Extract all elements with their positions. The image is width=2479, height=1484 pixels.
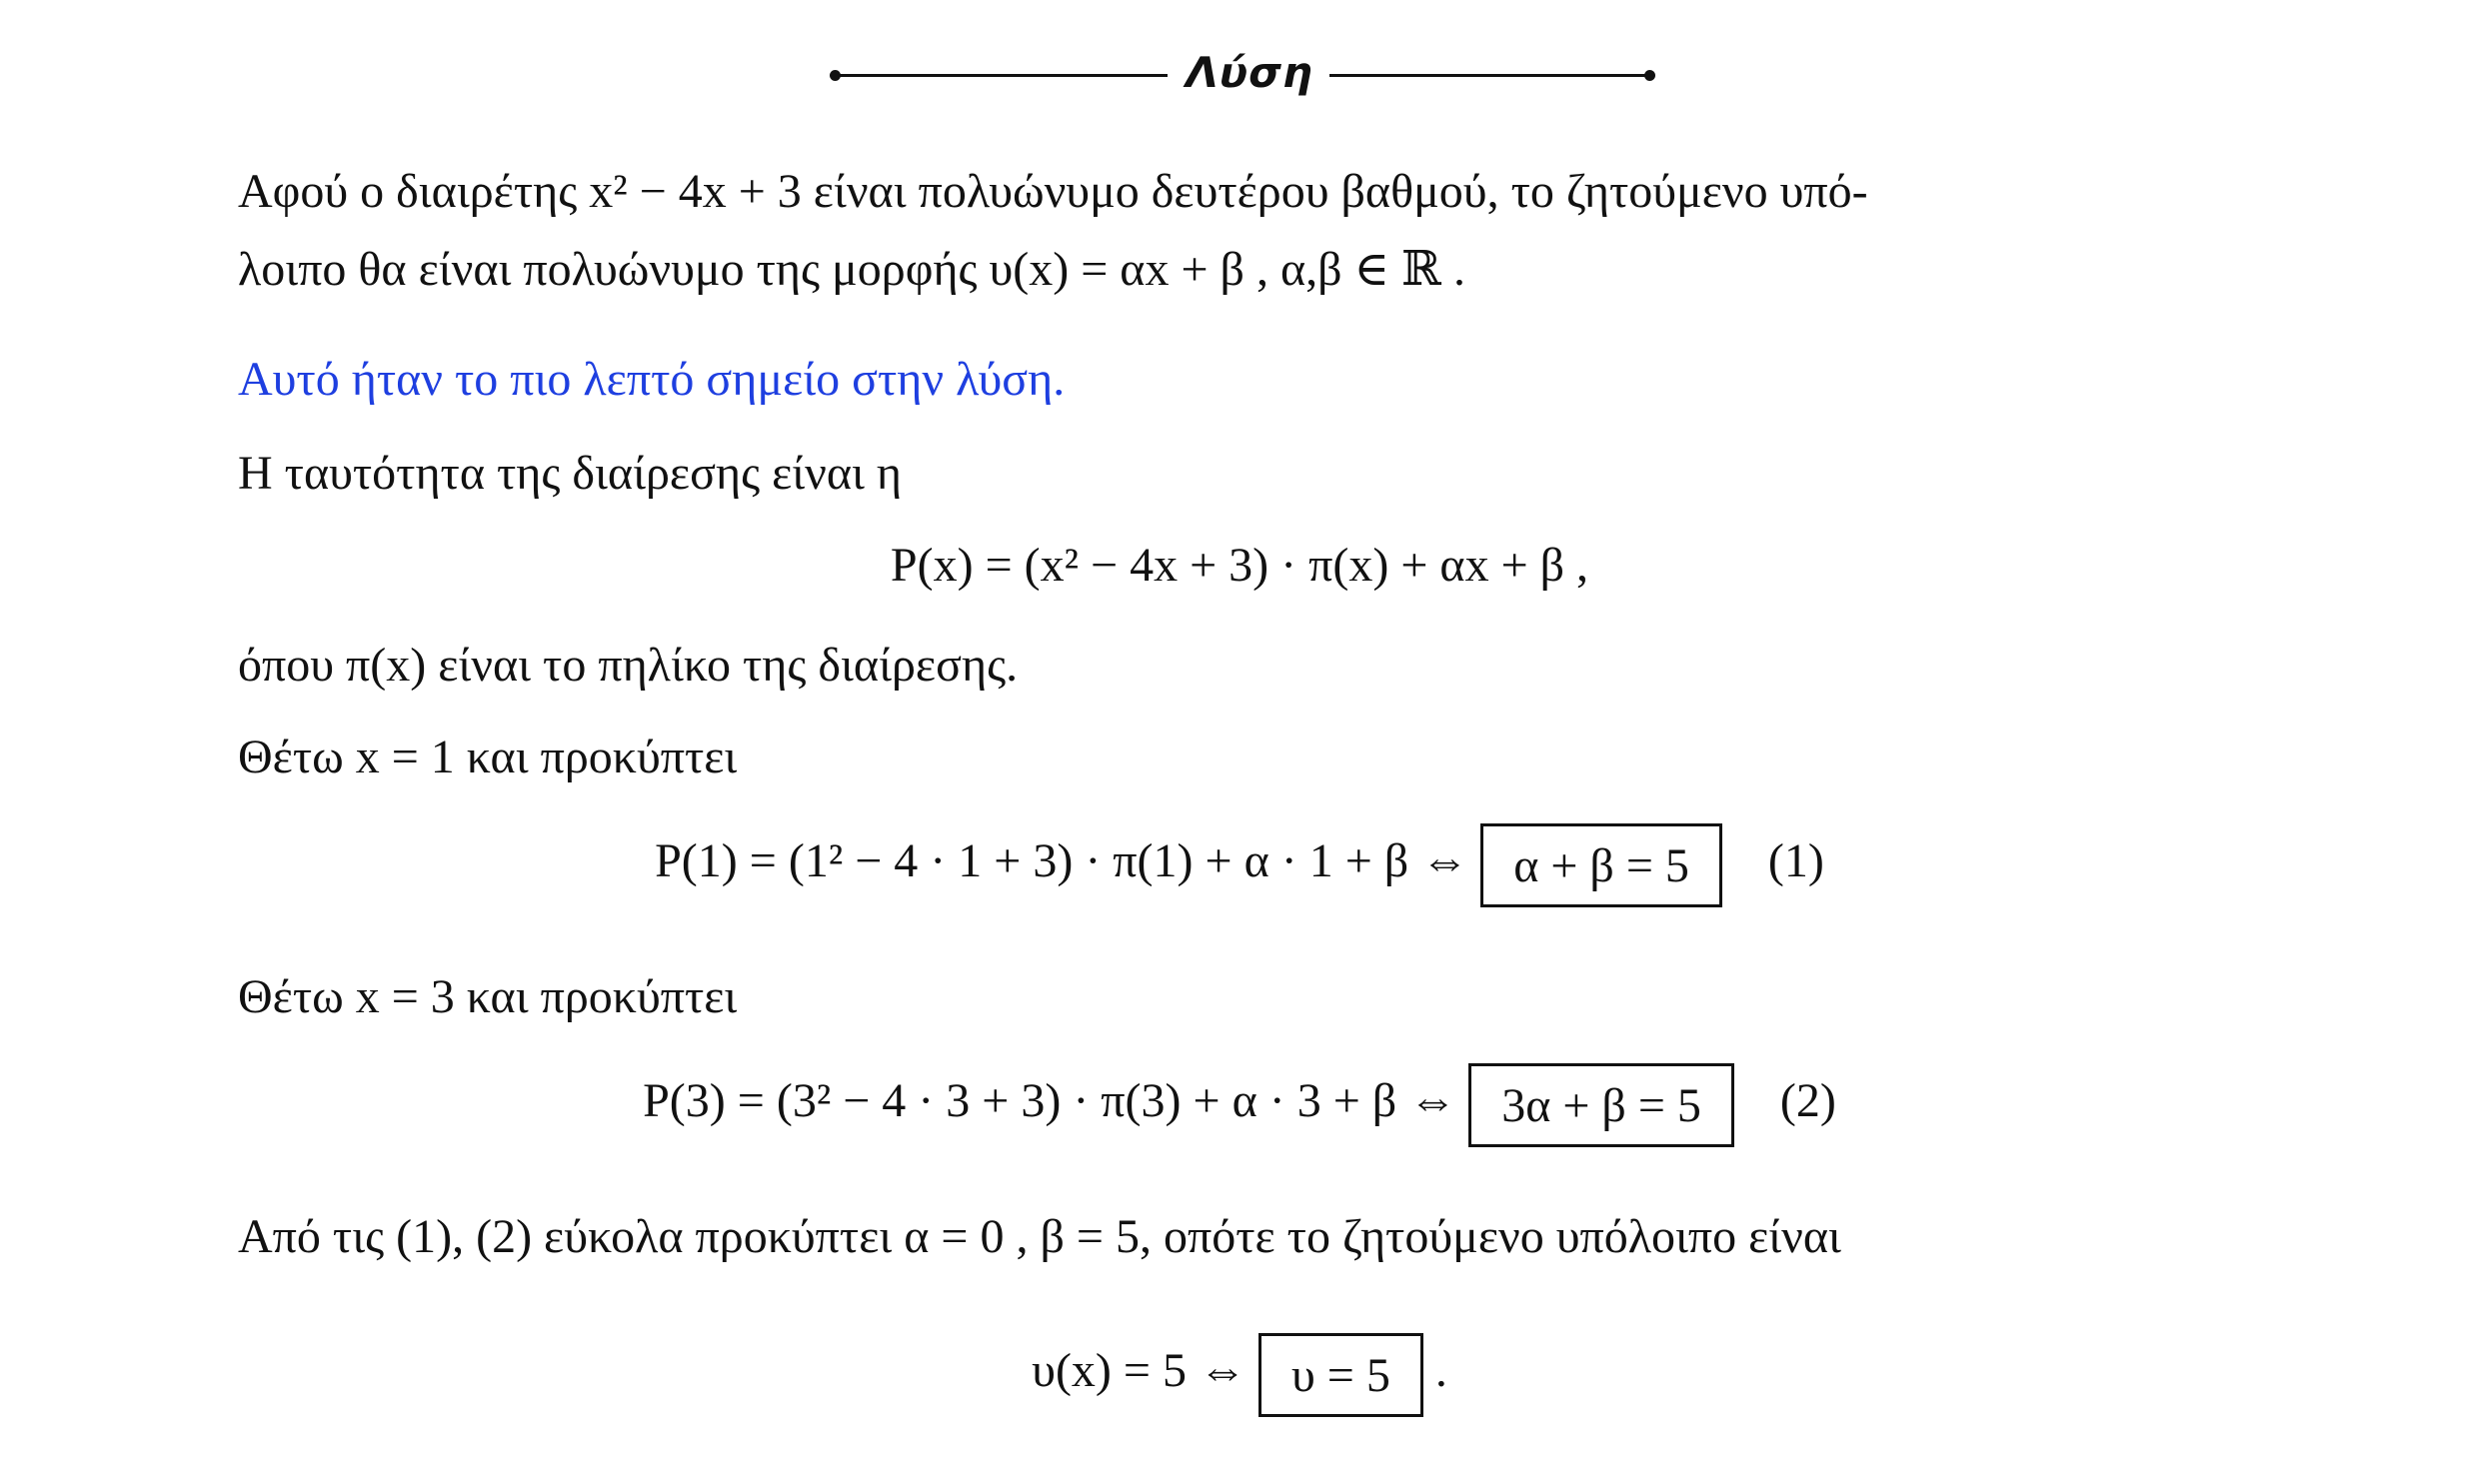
identity-intro: Η ταυτότητα της διαίρεσης είναι η (238, 447, 903, 500)
quotient-note: όπου π(x) είναι το πηλίκο της διαίρεσης. (238, 639, 1019, 692)
final-answer-left: υ(x) = 5 ⇔ (1032, 1344, 1246, 1398)
header-rule-right (1329, 74, 1647, 77)
final-answer-equation (0, 1333, 2479, 1417)
paragraph-divisor-line1: Αφού ο διαιρέτης x² − 4x + 3 είναι πολυώνυμο δευτέρου βαθμού, το ζητούμενο υπό- (238, 165, 1868, 218)
equation-2-boxed-result: 3α + β = 5 (1468, 1063, 1734, 1147)
header-rule-dot-right (1644, 70, 1655, 81)
final-answer-boxed: υ = 5 (1258, 1333, 1423, 1417)
equation-2-left: P(3) = (3² − 4 · 3 + 3) · π(3) + α · 3 + β ⇔ (643, 1074, 1457, 1128)
final-answer-period: . (1434, 1344, 1447, 1398)
equation-2 (0, 1063, 2479, 1147)
division-identity-equation: P(x) = (x² − 4x + 3) · π(x) + αx + β , (890, 539, 1589, 592)
equation-1-tag: (1) (1767, 834, 1824, 888)
note-subtle-point: Αυτό ήταν το πιο λεπτό σημείο στην λύση. (238, 353, 1066, 406)
conclusion-text: Από τις (1), (2) εύκολα προκύπτει α = 0 , β = 5, οπότε το ζητούμενο υπόλοιπο είναι (238, 1210, 1841, 1263)
section-header (830, 38, 1659, 108)
equation-1-left: P(1) = (1² − 4 · 1 + 3) · π(1) + α · 1 + β ⇔ (655, 834, 1469, 888)
substitution-x1-text: Θέτω x = 1 και προκύπτει (238, 731, 738, 783)
equation-1 (0, 823, 2479, 907)
equation-2-tag: (2) (1779, 1074, 1836, 1128)
substitution-x3-text: Θέτω x = 3 και προκύπτει (238, 970, 738, 1023)
header-rule-left (838, 74, 1168, 77)
paragraph-divisor-line2: λοιπο θα είναι πολυώνυμο της μορφής υ(x) = αx + β , α,β ∈ ℝ . (238, 243, 1465, 296)
equation-1-boxed-result: α + β = 5 (1480, 823, 1722, 907)
section-title: Λύση (1186, 48, 1313, 97)
